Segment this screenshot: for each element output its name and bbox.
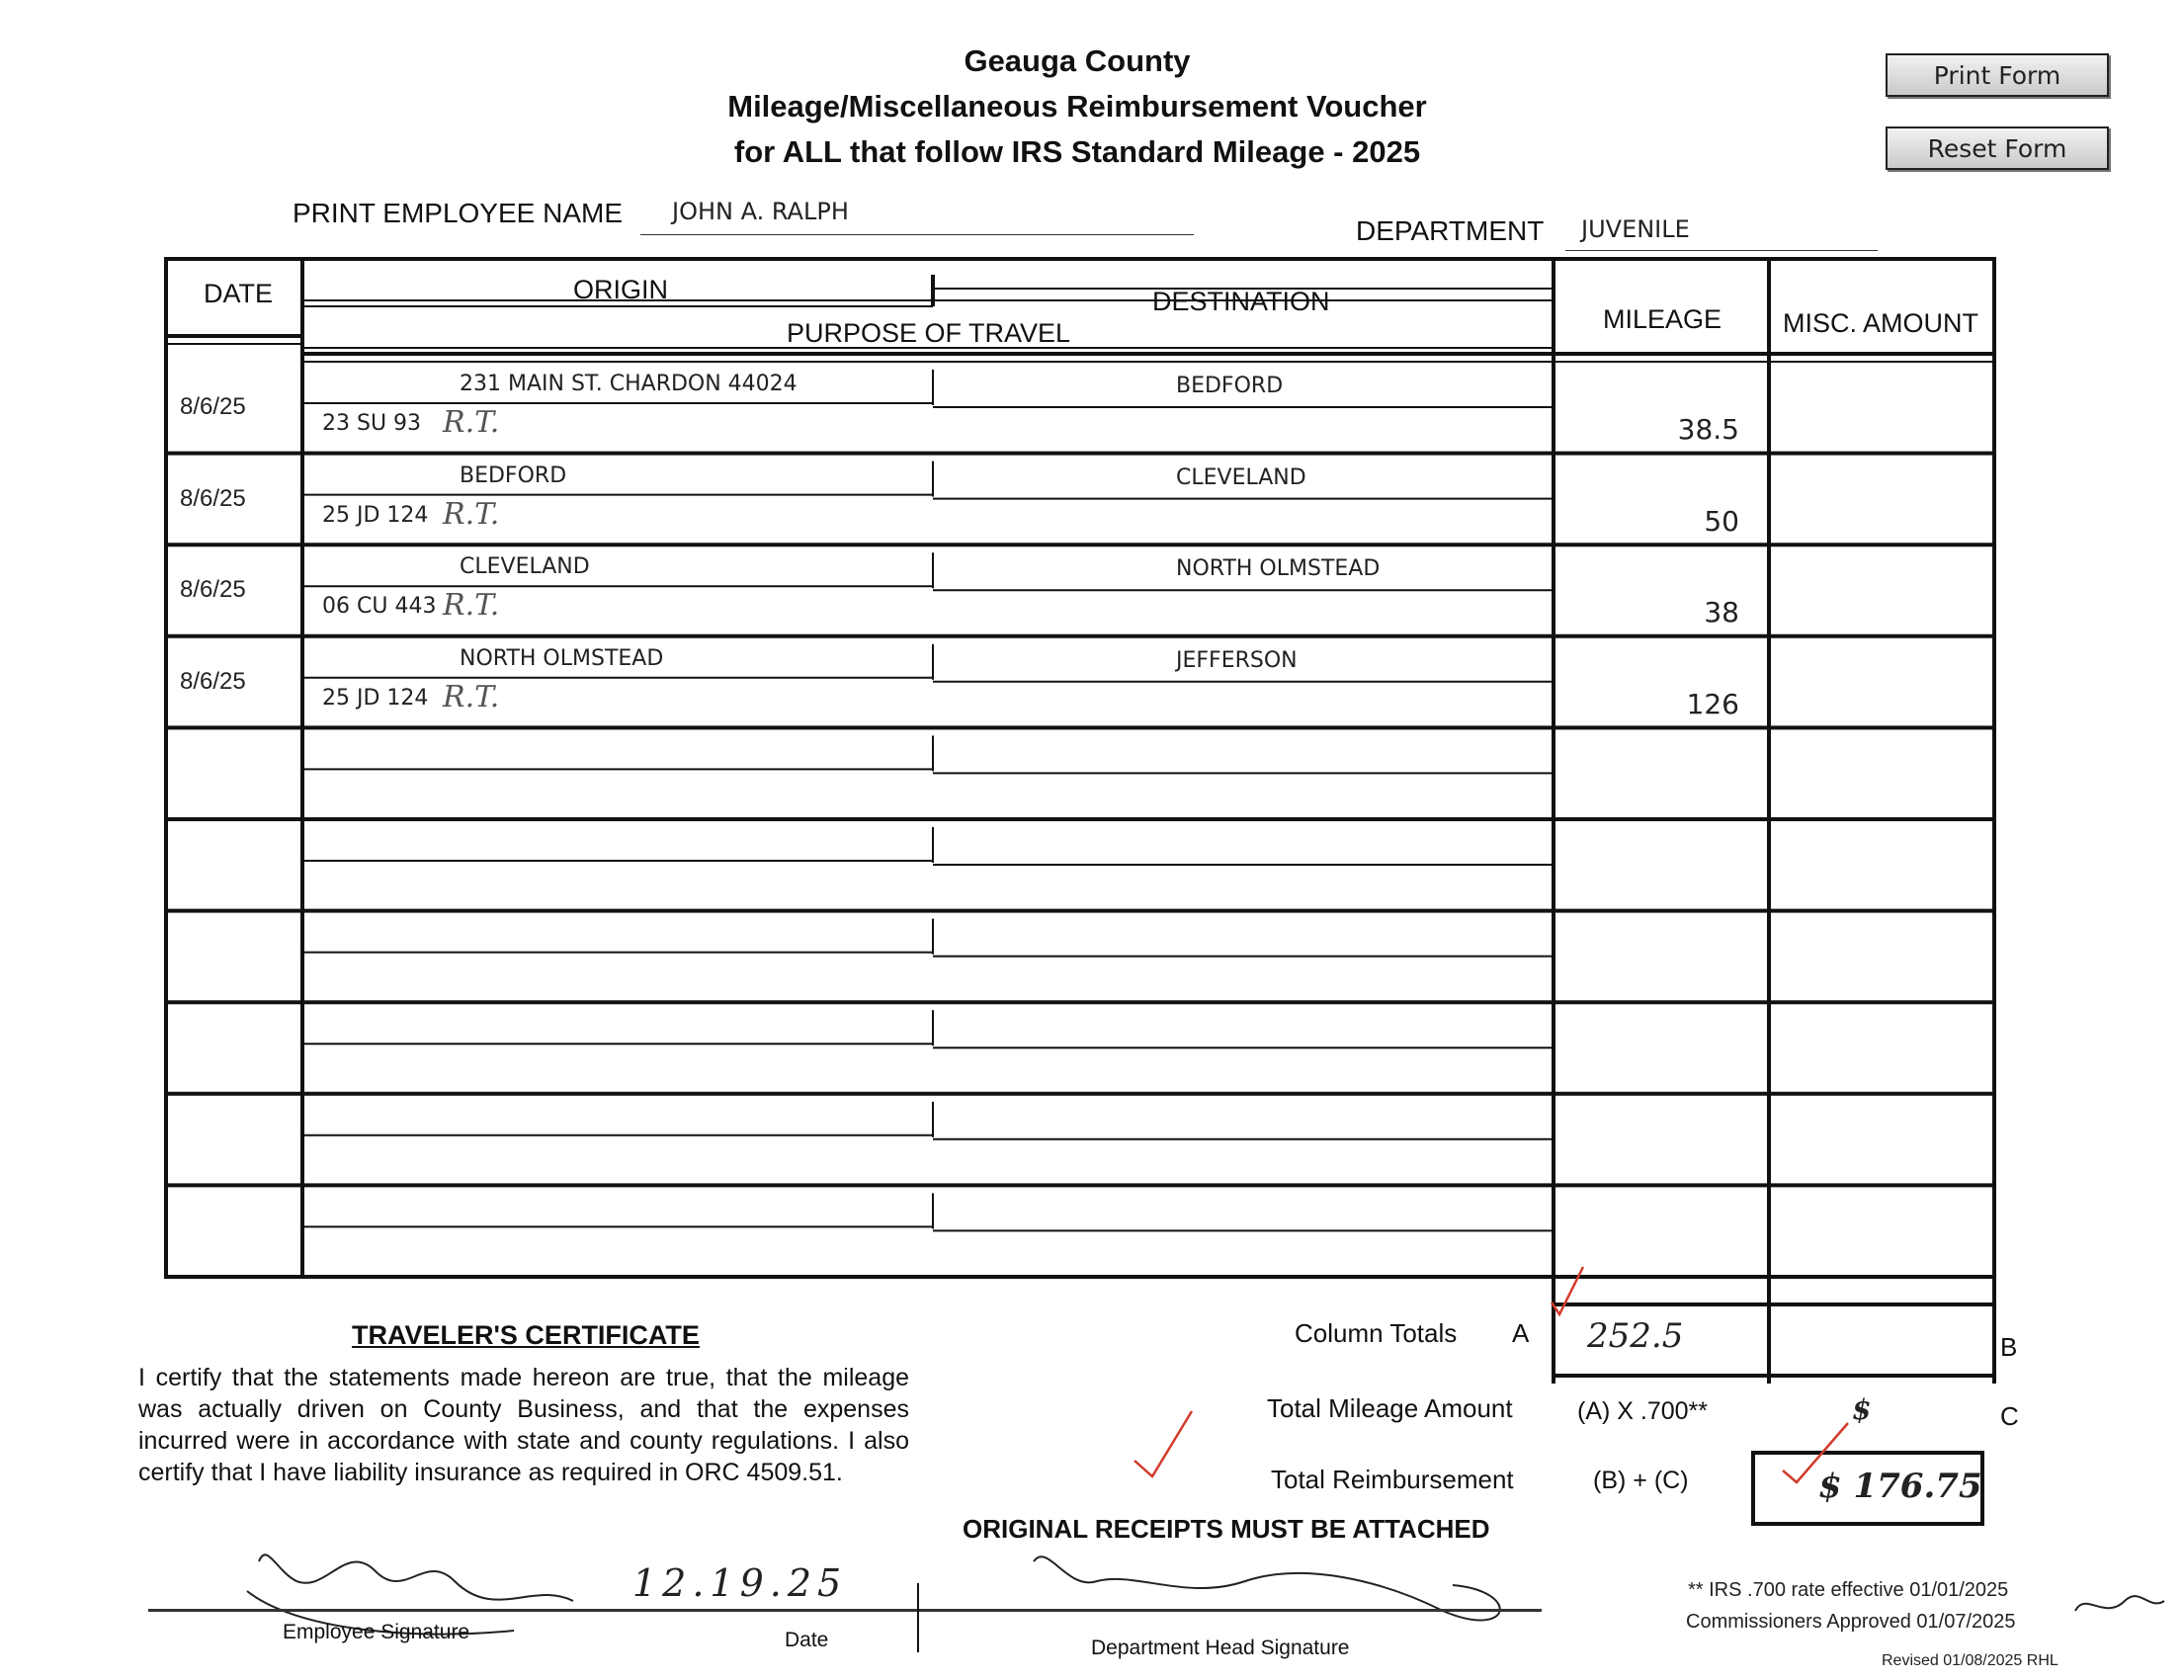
column-c-letter: C xyxy=(2000,1401,2019,1431)
column-a-letter: A xyxy=(1512,1318,1530,1348)
col-header-date: DATE xyxy=(204,279,274,308)
total-reimbursement-formula: (B) + (C) xyxy=(1593,1467,1689,1494)
col-header-purpose: PURPOSE OF TRAVEL xyxy=(787,318,1071,348)
commissioners-approved-note: Commissioners Approved 01/07/2025 xyxy=(1686,1611,2016,1633)
row-mileage[interactable]: 38.5 xyxy=(1677,413,1739,446)
col-header-destination: DESTINATION xyxy=(1152,287,1330,316)
row-date[interactable]: 8/6/25 xyxy=(180,576,246,604)
row-origin[interactable]: BEDFORD xyxy=(460,462,567,488)
column-b-letter: B xyxy=(2000,1332,2018,1362)
total-mileage-label: Total Mileage Amount xyxy=(1267,1393,1513,1423)
row-origin[interactable]: 231 MAIN ST. CHARDON 44024 xyxy=(460,372,798,396)
print-form-button[interactable]: Print Form xyxy=(1886,53,2109,97)
total-reimbursement-label: Total Reimbursement xyxy=(1271,1465,1514,1494)
handwritten-round-trip-mark: R.T. xyxy=(443,405,500,440)
total-mileage-formula: (A) X .700** xyxy=(1577,1397,1709,1425)
reset-form-button[interactable]: Reset Form xyxy=(1886,126,2109,170)
row-origin[interactable]: CLEVELAND xyxy=(460,554,590,580)
total-mileage-value[interactable]: $ xyxy=(1852,1393,1872,1426)
row-purpose[interactable]: 25 JD 124 xyxy=(322,502,429,528)
col-header-origin: ORIGIN xyxy=(573,275,669,304)
row-mileage[interactable]: 50 xyxy=(1704,504,1739,538)
col-header-mileage: MILEAGE xyxy=(1603,304,1722,334)
row-mileage[interactable]: 126 xyxy=(1686,687,1739,720)
form-subtitle: for ALL that follow IRS Standard Mileage - 2025 xyxy=(733,134,1421,169)
signature-line xyxy=(148,1609,1542,1612)
department-head-signature-label: Department Head Signature xyxy=(1091,1637,1350,1659)
handwritten-round-trip-mark: R.T. xyxy=(443,588,500,624)
employee-name-field[interactable]: JOHN A. RALPH xyxy=(672,198,849,225)
row-purpose[interactable]: 06 CU 443 xyxy=(322,594,437,620)
form-title: Mileage/Miscellaneous Reimbursement Voucher xyxy=(727,89,1427,124)
county-title: Geauga County xyxy=(964,43,1191,78)
row-purpose[interactable]: 25 JD 124 xyxy=(322,685,429,711)
row-destination[interactable]: BEDFORD xyxy=(1176,374,1284,398)
travelers-certificate-body: I certify that the statements made hereon are true, that the mileage was actually driven on County Business, and that the expenses incurred were in accordance with state and county regulations. I also certify that I have liability insurance as required in ORC 4509.51. xyxy=(138,1364,909,1486)
row-destination[interactable]: NORTH OLMSTEAD xyxy=(1176,556,1381,582)
row-date[interactable]: 8/6/25 xyxy=(180,484,246,512)
col-header-misc: MISC. AMOUNT xyxy=(1783,308,1979,338)
row-purpose[interactable]: 23 SU 93 xyxy=(322,411,422,436)
row-destination[interactable]: JEFFERSON xyxy=(1176,647,1298,673)
department-field[interactable]: JUVENILE xyxy=(1581,215,1690,243)
row-date[interactable]: 8/6/25 xyxy=(180,667,246,695)
handwritten-round-trip-mark: R.T. xyxy=(443,679,500,714)
irs-rate-note: ** IRS .700 rate effective 01/01/2025 xyxy=(1688,1579,2009,1601)
employee-signature-label: Employee Signature xyxy=(283,1621,470,1643)
receipts-notice: ORIGINAL RECEIPTS MUST BE ATTACHED xyxy=(963,1514,1490,1544)
row-mileage[interactable]: 38 xyxy=(1704,596,1739,630)
row-origin[interactable]: NORTH OLMSTEAD xyxy=(460,645,664,671)
department-label: DEPARTMENT xyxy=(1356,215,1545,246)
employee-name-label: PRINT EMPLOYEE NAME xyxy=(293,198,624,228)
signature-divider xyxy=(917,1583,919,1652)
date-label: Date xyxy=(785,1629,829,1651)
handwritten-round-trip-mark: R.T. xyxy=(443,496,500,532)
row-date[interactable]: 8/6/25 xyxy=(180,393,246,420)
row-destination[interactable]: CLEVELAND xyxy=(1176,464,1306,490)
column-total-mileage[interactable]: 252.5 xyxy=(1587,1316,1684,1356)
total-reimbursement-value[interactable]: $ 176.75 xyxy=(1818,1467,1982,1506)
revised-note: Revised 01/08/2025 RHL xyxy=(1882,1652,2058,1669)
signature-date-value[interactable]: 12.19.25 xyxy=(632,1561,848,1605)
column-totals-label: Column Totals xyxy=(1295,1318,1458,1348)
travelers-certificate-title: TRAVELER'S CERTIFICATE xyxy=(352,1320,700,1350)
